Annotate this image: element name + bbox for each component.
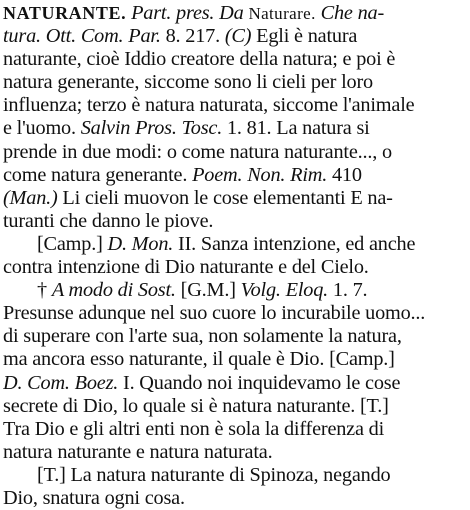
italic-text: A modo di Sost. bbox=[51, 279, 176, 302]
text-line bbox=[3, 302, 467, 325]
text-segment: Tra Dio e gli altri enti non è sola la differenza di bbox=[3, 417, 385, 440]
text-segment: 1. 7. bbox=[328, 279, 368, 302]
text-segment: 8. 217. bbox=[160, 25, 225, 48]
italic-text: Part. pres. Da bbox=[131, 2, 244, 24]
text-line bbox=[3, 256, 467, 279]
text-line bbox=[3, 71, 467, 94]
italic-text: (Man.) bbox=[3, 186, 58, 209]
text-segment: ma ancora esso naturante, il quale è Dio. [Camp.] bbox=[3, 348, 395, 371]
text-segment: II. Sanza intenzione, ed anche bbox=[173, 232, 416, 255]
text-segment: turanti che danno le piove. bbox=[3, 209, 214, 232]
substantive-usage bbox=[3, 279, 467, 464]
text-segment: I. Quando noi inquidevamo le cose bbox=[118, 371, 401, 394]
text-line bbox=[3, 94, 467, 117]
italic-text: Che na- bbox=[320, 2, 385, 24]
italic-text: (C) bbox=[224, 25, 252, 48]
text-segment: † bbox=[37, 279, 52, 302]
citation-spinoza bbox=[3, 464, 467, 510]
text-line bbox=[3, 395, 467, 418]
text-segment: e l'uomo. bbox=[3, 117, 81, 140]
text-segment: prende in due modi: o come natura naturante..., o bbox=[3, 140, 392, 163]
text-segment: [G.M.] bbox=[175, 279, 241, 302]
text-segment: Dio, snatura ogni cosa. bbox=[3, 486, 185, 509]
italic-text: D. Com. Boez. bbox=[3, 371, 119, 394]
text-segment: Egli è natura bbox=[251, 25, 358, 48]
italic-text: Poem. Non. Rim. bbox=[192, 163, 328, 186]
text-line bbox=[3, 279, 467, 302]
text-segment: 410 bbox=[327, 163, 362, 186]
text-line bbox=[3, 464, 467, 487]
text-segment: come natura generante. bbox=[3, 163, 193, 186]
text-segment: secrete di Dio, lo quale si è natura naturante. [T.] bbox=[3, 394, 389, 417]
citation-dante-monarchia bbox=[3, 233, 467, 279]
text-line bbox=[3, 210, 467, 233]
text-segment: contra intenzione di Dio naturante e del Cielo. bbox=[3, 256, 369, 279]
italic-text: Volg. Eloq. bbox=[240, 279, 329, 302]
text-segment: [Camp.] bbox=[37, 232, 108, 255]
small-caps-text: Naturare. bbox=[248, 4, 316, 23]
text-line bbox=[3, 25, 467, 48]
text-segment: [T.] La natura naturante di Spinoza, negando bbox=[37, 463, 391, 486]
text-line bbox=[3, 487, 467, 510]
text-segment: naturante, cioè Iddio creatore della natura; e poi è bbox=[3, 48, 396, 71]
text-segment: 1. 81. La natura si bbox=[222, 117, 370, 140]
text-line bbox=[3, 48, 467, 71]
text-line bbox=[3, 372, 467, 395]
text-segment: natura generante, siccome sono li cieli per loro bbox=[3, 71, 373, 94]
dictionary-page bbox=[3, 2, 467, 510]
text-line bbox=[3, 141, 467, 164]
text-line bbox=[3, 233, 467, 256]
text-segment: di superare con l'arte sua, non solamente la natura, bbox=[3, 325, 402, 348]
entry-definition bbox=[3, 2, 467, 233]
text-segment: natura naturante e natura naturata. bbox=[3, 440, 273, 463]
italic-text: tura. bbox=[3, 25, 41, 48]
text-line bbox=[3, 325, 467, 348]
italic-text: D. Mon. bbox=[107, 232, 174, 255]
text-line bbox=[3, 441, 467, 464]
text-line bbox=[3, 117, 467, 140]
text-line bbox=[3, 348, 467, 371]
italic-text: Ott. Com. Par. bbox=[45, 25, 161, 48]
text-segment: influenza; terzo è natura naturata, siccome l'animale bbox=[3, 94, 415, 117]
headword: NATURANTE. bbox=[3, 3, 127, 23]
text-line bbox=[3, 187, 467, 210]
text-segment: Presunse adunque nel suo cuore lo incurabile uomo... bbox=[3, 302, 426, 325]
text-line bbox=[3, 418, 467, 441]
italic-text: Salvin Pros. Tosc. bbox=[80, 117, 223, 140]
text-segment: Li cieli muovon le cose elementanti E na- bbox=[57, 186, 393, 209]
text-line bbox=[3, 164, 467, 187]
text-line bbox=[3, 2, 467, 25]
